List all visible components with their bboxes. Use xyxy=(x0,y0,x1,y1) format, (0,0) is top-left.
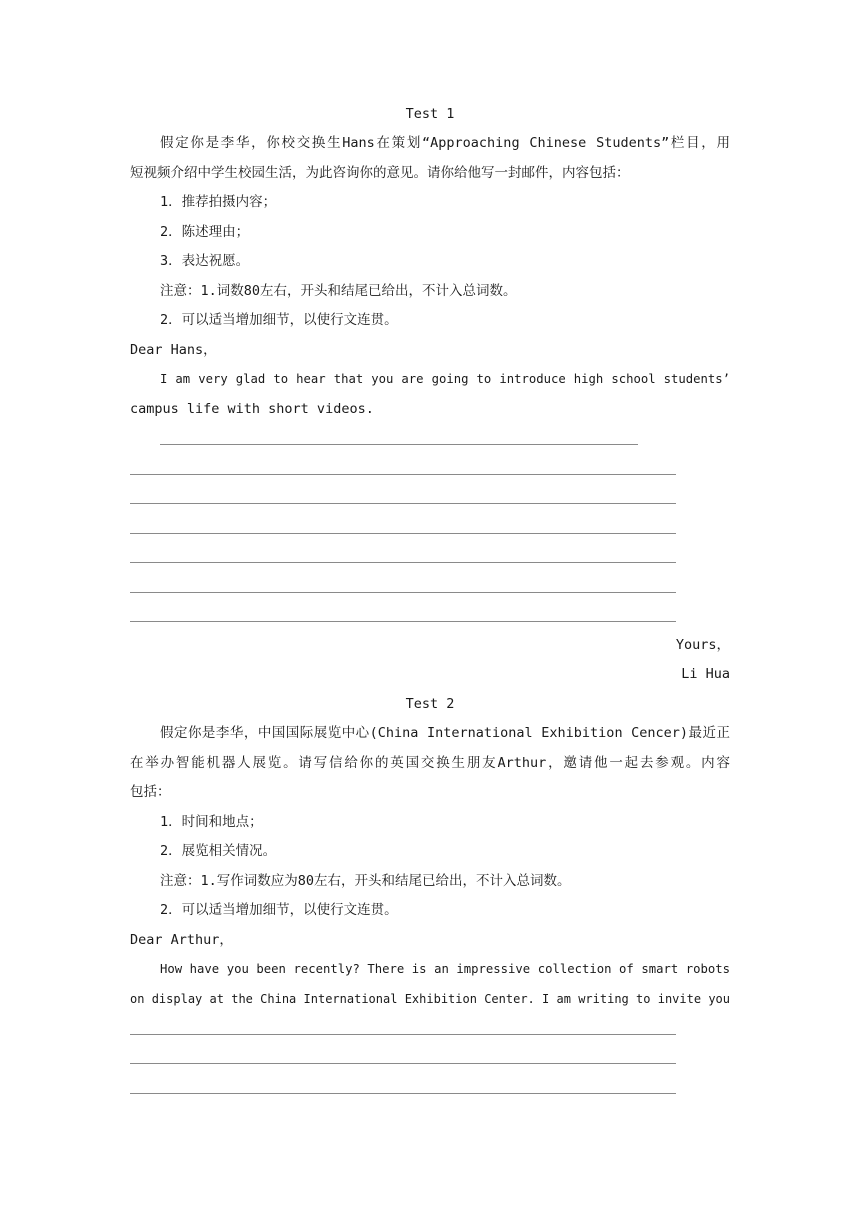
test2-greeting: Dear Arthur， xyxy=(130,932,233,948)
test2-opening-line2: on display at the China International Exhibition Center. I am writing to invite you xyxy=(130,992,730,1006)
test1-answer-line xyxy=(130,474,676,475)
test1-note-2: 2．可以适当增加细节，以使行文连贯。 xyxy=(160,312,398,328)
test1-point-3: 3．表达祝愿。 xyxy=(160,253,250,269)
test1-prompt-line1: 假定你是李华，你校交换生Hans在策划“Approaching Chinese Students”栏目，用 xyxy=(160,135,730,151)
test2-answer-line xyxy=(130,1034,676,1035)
test2-note-1: 注意：1.写作词数应为80左右，开头和结尾已给出，不计入总词数。 xyxy=(160,873,571,889)
test1-greeting: Dear Hans， xyxy=(130,342,217,358)
test2-point-2: 2．展览相关情况。 xyxy=(160,843,277,859)
test1-answer-line xyxy=(130,503,676,504)
test2-prompt-line3: 包括： xyxy=(130,784,171,800)
test2-prompt-line2: 在举办智能机器人展览。请写信给你的英国交换生朋友Arthur，邀请他一起去参观。内容 xyxy=(130,755,730,771)
test2-opening-line1: How have you been recently? There is an impressive collection of smart robots xyxy=(160,962,730,976)
test1-signature: Li Hua xyxy=(681,666,730,682)
test1-point-1: 1．推荐拍摄内容； xyxy=(160,194,277,210)
test2-answer-line xyxy=(130,1093,676,1094)
test1-answer-line xyxy=(130,592,676,593)
test1-point-2: 2．陈述理由； xyxy=(160,224,250,240)
test2-title: Test 2 xyxy=(405,696,455,712)
test1-answer-line xyxy=(130,533,676,534)
test2-prompt-line1: 假定你是李华，中国国际展览中心(China International Exhibition Cencer)最近正 xyxy=(160,725,730,741)
test2-answer-line xyxy=(130,1063,676,1064)
test1-title: Test 1 xyxy=(405,106,455,122)
test1-answer-line xyxy=(130,562,676,563)
test1-answer-line xyxy=(160,444,638,445)
test1-prompt-line2: 短视频介绍中学生校园生活，为此咨询你的意见。请你给他写一封邮件，内容包括： xyxy=(130,165,630,181)
test1-opening-line1: I am very glad to hear that you are going to introduce high school students’ xyxy=(160,372,730,386)
test1-answer-line xyxy=(130,621,676,622)
test1-closing: Yours， xyxy=(675,637,730,653)
test1-opening-line2: campus life with short videos. xyxy=(130,401,374,417)
test1-note-1: 注意：1.词数80左右，开头和结尾已给出，不计入总词数。 xyxy=(160,283,517,299)
test2-point-1: 1．时间和地点； xyxy=(160,814,263,830)
test2-note-2: 2．可以适当增加细节，以使行文连贯。 xyxy=(160,902,398,918)
